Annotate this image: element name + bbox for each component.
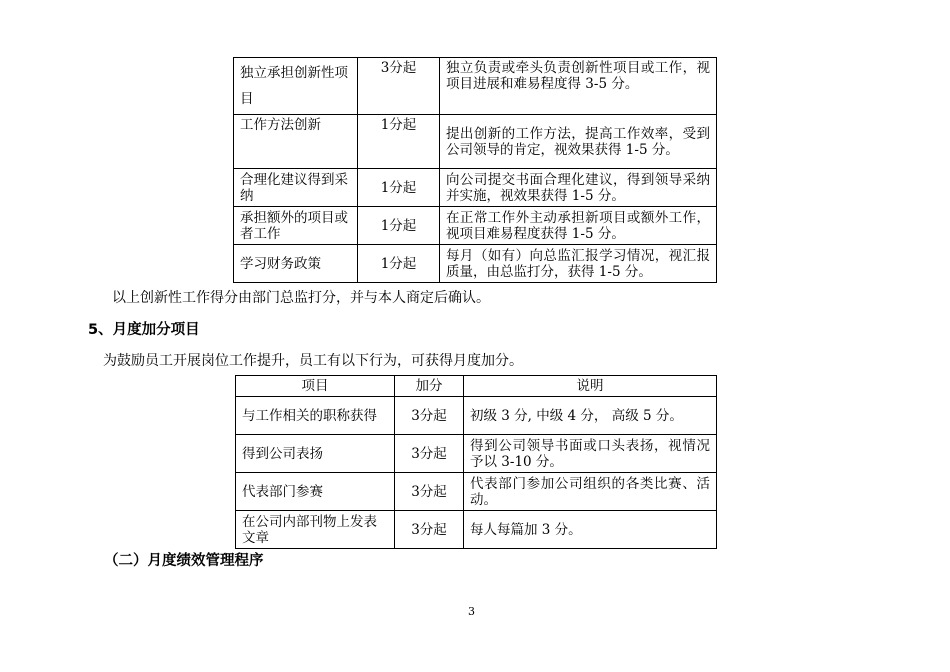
desc-cell: 在正常工作外主动承担新项目或额外工作，视项目难易程度获得 1-5 分。 — [440, 207, 717, 245]
desc-cell: 独立负责或牵头负责创新性项目或工作，视项目进展和难易程度得 3-5 分。 — [440, 58, 717, 115]
score-cell: 3分起 — [395, 473, 464, 511]
header-item: 项目 — [236, 376, 395, 397]
table-row — [236, 397, 717, 435]
score-cell: 3分起 — [395, 397, 464, 435]
score-cell: 1分起 — [358, 115, 440, 169]
table-row — [234, 115, 717, 169]
item-cell: 独立承担创新性项目 — [234, 58, 358, 115]
score-cell: 3分起 — [358, 58, 440, 115]
header-desc: 说明 — [464, 376, 717, 397]
desc-cell: 每月（如有）向总监汇报学习情况，视汇报质量，由总监打分，获得 1-5 分。 — [440, 245, 717, 283]
item-cell: 与工作相关的职称获得 — [236, 397, 395, 435]
page-number: 3 — [468, 605, 475, 618]
score-cell: 3分起 — [395, 511, 464, 549]
desc-cell: 向公司提交书面合理化建议，得到领导采纳并实施，视效果获得 1-5 分。 — [440, 169, 717, 207]
monthly-bonus-table — [235, 375, 717, 549]
item-cell: 学习财务政策 — [234, 245, 358, 283]
desc-cell: 得到公司领导书面或口头表扬，视情况予以 3-10 分。 — [464, 435, 717, 473]
desc-cell: 代表部门参加公司组织的各类比赛、活动。 — [464, 473, 717, 511]
desc-cell: 每人每篇加 3 分。 — [464, 511, 717, 549]
table-row — [234, 169, 717, 207]
desc-cell: 提出创新的工作方法，提高工作效率，受到公司领导的肯定，视效果获得 1-5 分。 — [440, 115, 717, 169]
table-header-row — [236, 376, 717, 397]
table-row — [234, 58, 717, 115]
table-row — [234, 207, 717, 245]
section-heading-2: （二）月度绩效管理程序 — [104, 553, 264, 569]
item-cell: 得到公司表扬 — [236, 435, 395, 473]
innovation-score-table — [233, 57, 717, 283]
score-cell: 1分起 — [358, 169, 440, 207]
score-cell: 3分起 — [395, 435, 464, 473]
item-cell: 在公司内部刊物上发表文章 — [236, 511, 395, 549]
table-row — [234, 245, 717, 283]
item-cell: 工作方法创新 — [234, 115, 358, 169]
section-intro: 为鼓励员工开展岗位工作提升，员工有以下行为，可获得月度加分。 — [103, 353, 523, 369]
score-cell: 1分起 — [358, 207, 440, 245]
item-cell: 代表部门参赛 — [236, 473, 395, 511]
innovation-note: 以上创新性工作得分由部门总监打分，并与本人商定后确认。 — [112, 290, 490, 306]
item-cell: 承担额外的项目或者工作 — [234, 207, 358, 245]
table-row — [236, 511, 717, 549]
score-cell: 1分起 — [358, 245, 440, 283]
desc-cell: 初级 3 分, 中级 4 分， 高级 5 分。 — [464, 397, 717, 435]
item-cell: 合理化建议得到采纳 — [234, 169, 358, 207]
table-row — [236, 435, 717, 473]
table-row — [236, 473, 717, 511]
header-score: 加分 — [395, 376, 464, 397]
section-heading-5: 5、月度加分项目 — [88, 322, 200, 338]
